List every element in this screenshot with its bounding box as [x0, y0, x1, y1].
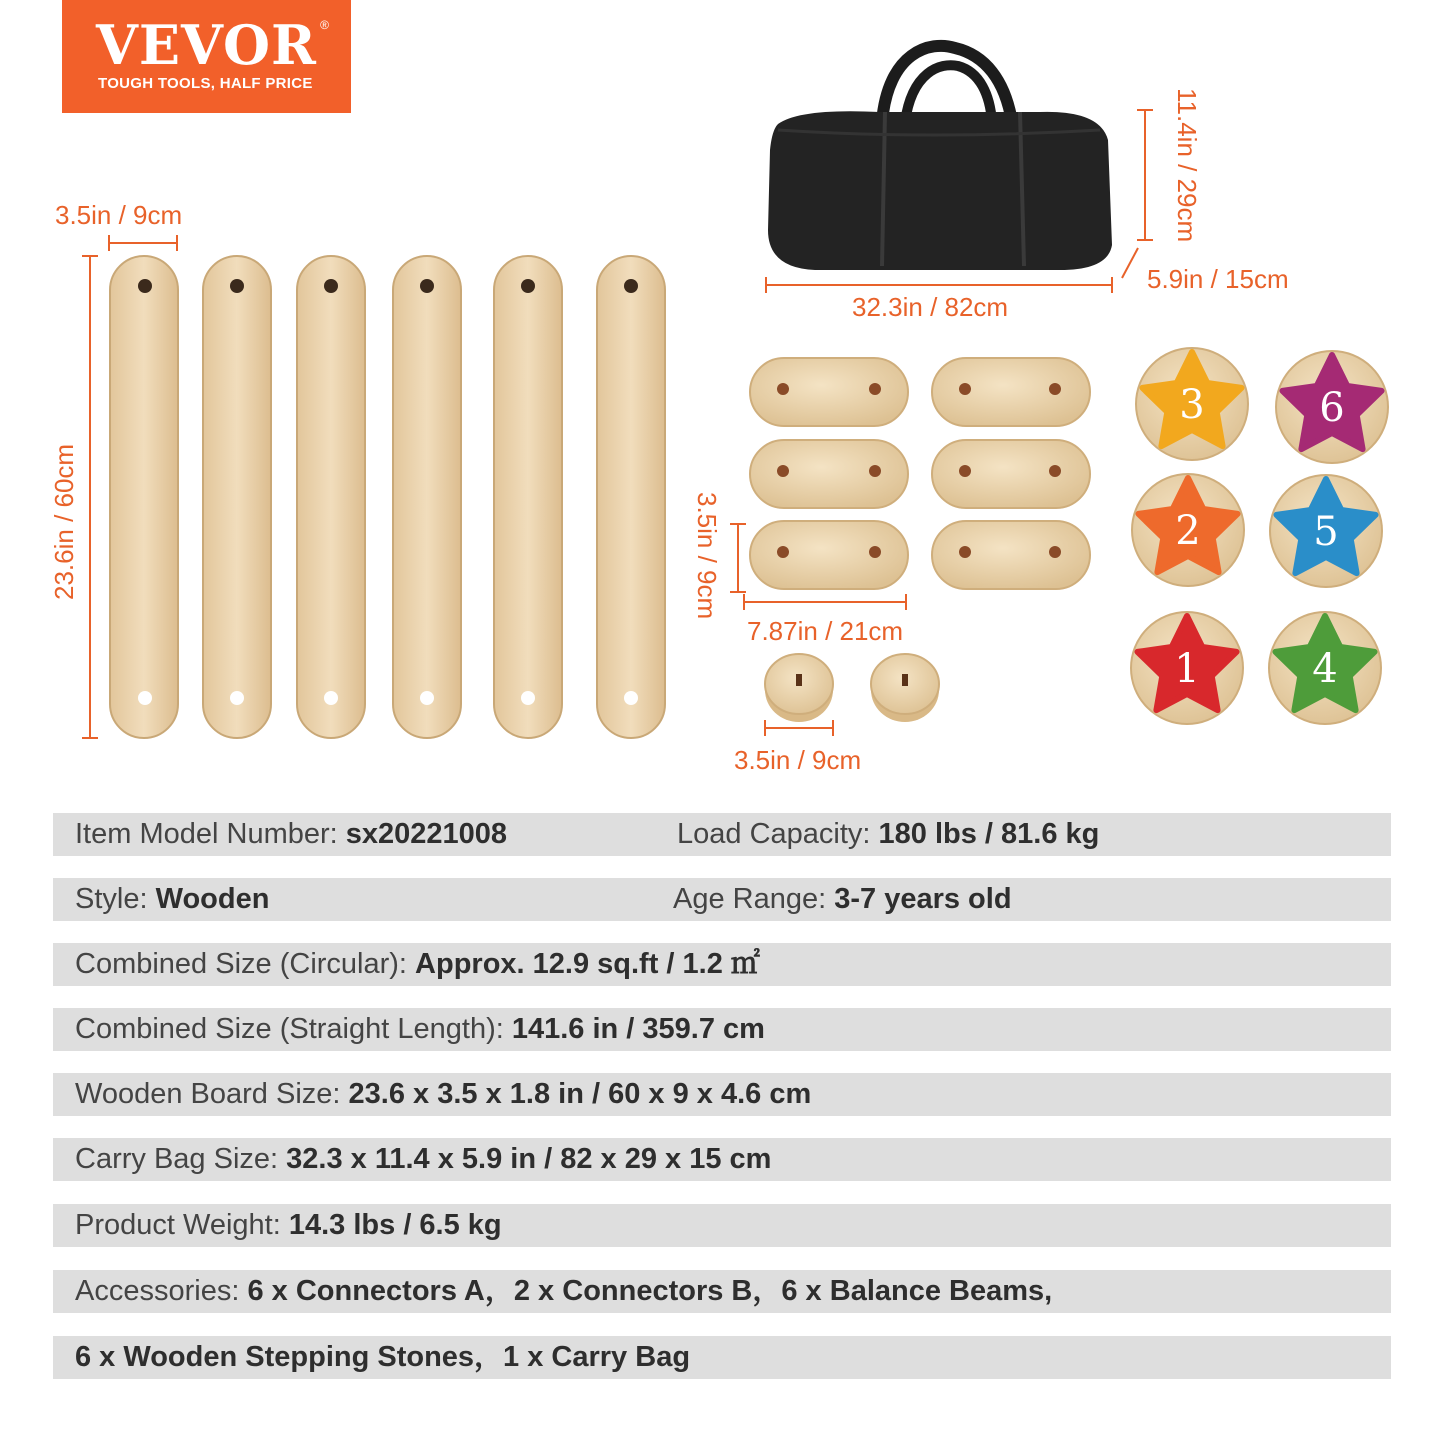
stone-number: 4: [1312, 646, 1338, 692]
age-range-value: 3-7 years old: [834, 883, 1012, 915]
straight-size-value: 141.6 in / 359.7 cm: [511, 1013, 765, 1045]
bag-depth-label: 5.9in / 15cm: [1147, 264, 1289, 294]
spec-row: [53, 1073, 1391, 1116]
board-length-label: 23.6in / 60cm: [49, 443, 79, 600]
bag-height-label: 11.4in / 29cm: [1172, 88, 1202, 243]
spec-row: [53, 1204, 1391, 1247]
connector-a: [750, 521, 908, 589]
weight-label: Product Weight:: [75, 1209, 289, 1241]
accessories-value-continued: 6 x Wooden Stepping Stones，1 x Carry Bag: [75, 1341, 691, 1373]
spec-row: [53, 878, 1391, 921]
load-capacity-value: 180 lbs / 81.6 kg: [878, 818, 1100, 850]
accessories-label: Accessories:: [75, 1275, 248, 1307]
board-size-label: Wooden Board Size:: [75, 1078, 349, 1110]
connector-b-diameter-label: 3.5in / 9cm: [734, 745, 862, 775]
style-value: Wooden: [155, 883, 270, 915]
stepping-stone: [1270, 475, 1382, 587]
model-label: Item Model Number:: [75, 818, 346, 850]
stone-number: 6: [1319, 385, 1345, 431]
balance-beams: [110, 256, 665, 738]
straight-size-label: Combined Size (Straight Length):: [75, 1013, 512, 1045]
board-width-label: 3.5in / 9cm: [55, 200, 183, 230]
spec-row: [53, 1008, 1391, 1051]
circular-size-value: Approx. 12.9 sq.ft / 1.2 ㎡: [415, 948, 760, 980]
model-value: sx20221008: [345, 818, 508, 850]
logo-brand: VEVOR: [96, 13, 317, 77]
balance-beam: [597, 256, 665, 738]
accessories-value: 6 x Connectors A，2 x Connectors B，6 x Balance Beams,: [247, 1275, 1053, 1307]
balance-beam: [393, 256, 461, 738]
spec-row: [53, 1270, 1391, 1313]
balance-beam: [110, 256, 178, 738]
stone-number: 1: [1174, 646, 1200, 692]
spec-row: [53, 1336, 1391, 1379]
connector-b-dimension-line: [765, 720, 833, 736]
connectors-a: [750, 358, 1090, 589]
carry-bag: [768, 46, 1112, 270]
stepping-stone: [1269, 612, 1381, 724]
logo-registered-mark: ®: [320, 18, 329, 32]
connector-a: [750, 440, 908, 508]
connector-a-width-label: 3.5in / 9cm: [692, 492, 722, 620]
spec-row: [53, 813, 1391, 856]
connector-b: [871, 654, 939, 722]
stone-number: 5: [1313, 509, 1339, 555]
connector-b: [765, 654, 833, 722]
bag-size-value: 32.3 x 11.4 x 5.9 in / 82 x 29 x 15 cm: [286, 1143, 772, 1175]
spec-row: [53, 1138, 1391, 1181]
board-size-value: 23.6 x 3.5 x 1.8 in / 60 x 9 x 4.6 cm: [348, 1078, 812, 1110]
stepping-stone: [1276, 351, 1388, 463]
connector-a: [932, 358, 1090, 426]
style-label: Style:: [75, 883, 156, 915]
spec-row: [53, 943, 1391, 986]
age-range-label: Age Range:: [673, 883, 835, 915]
connectors-b: [765, 654, 939, 722]
connector-a-length-label: 7.87in / 21cm: [747, 616, 904, 646]
balance-beam: [297, 256, 365, 738]
bag-length-label: 32.3in / 82cm: [852, 292, 1009, 322]
stepping-stone: [1136, 348, 1248, 460]
stepping-stones: [1131, 348, 1388, 724]
stone-number: 2: [1175, 508, 1201, 554]
connector-a: [750, 358, 908, 426]
logo-tagline: TOUGH TOOLS, HALF PRICE: [98, 75, 313, 92]
connector-a: [932, 440, 1090, 508]
connector-a: [932, 521, 1090, 589]
weight-value: 14.3 lbs / 6.5 kg: [288, 1209, 502, 1241]
stepping-stone: [1131, 612, 1243, 724]
circular-size-label: Combined Size (Circular):: [75, 948, 416, 980]
bag-size-label: Carry Bag Size:: [75, 1143, 287, 1175]
stone-number: 3: [1179, 382, 1205, 428]
load-capacity-label: Load Capacity:: [677, 818, 879, 850]
stepping-stone: [1132, 474, 1244, 586]
balance-beam: [203, 256, 271, 738]
balance-beam: [494, 256, 562, 738]
